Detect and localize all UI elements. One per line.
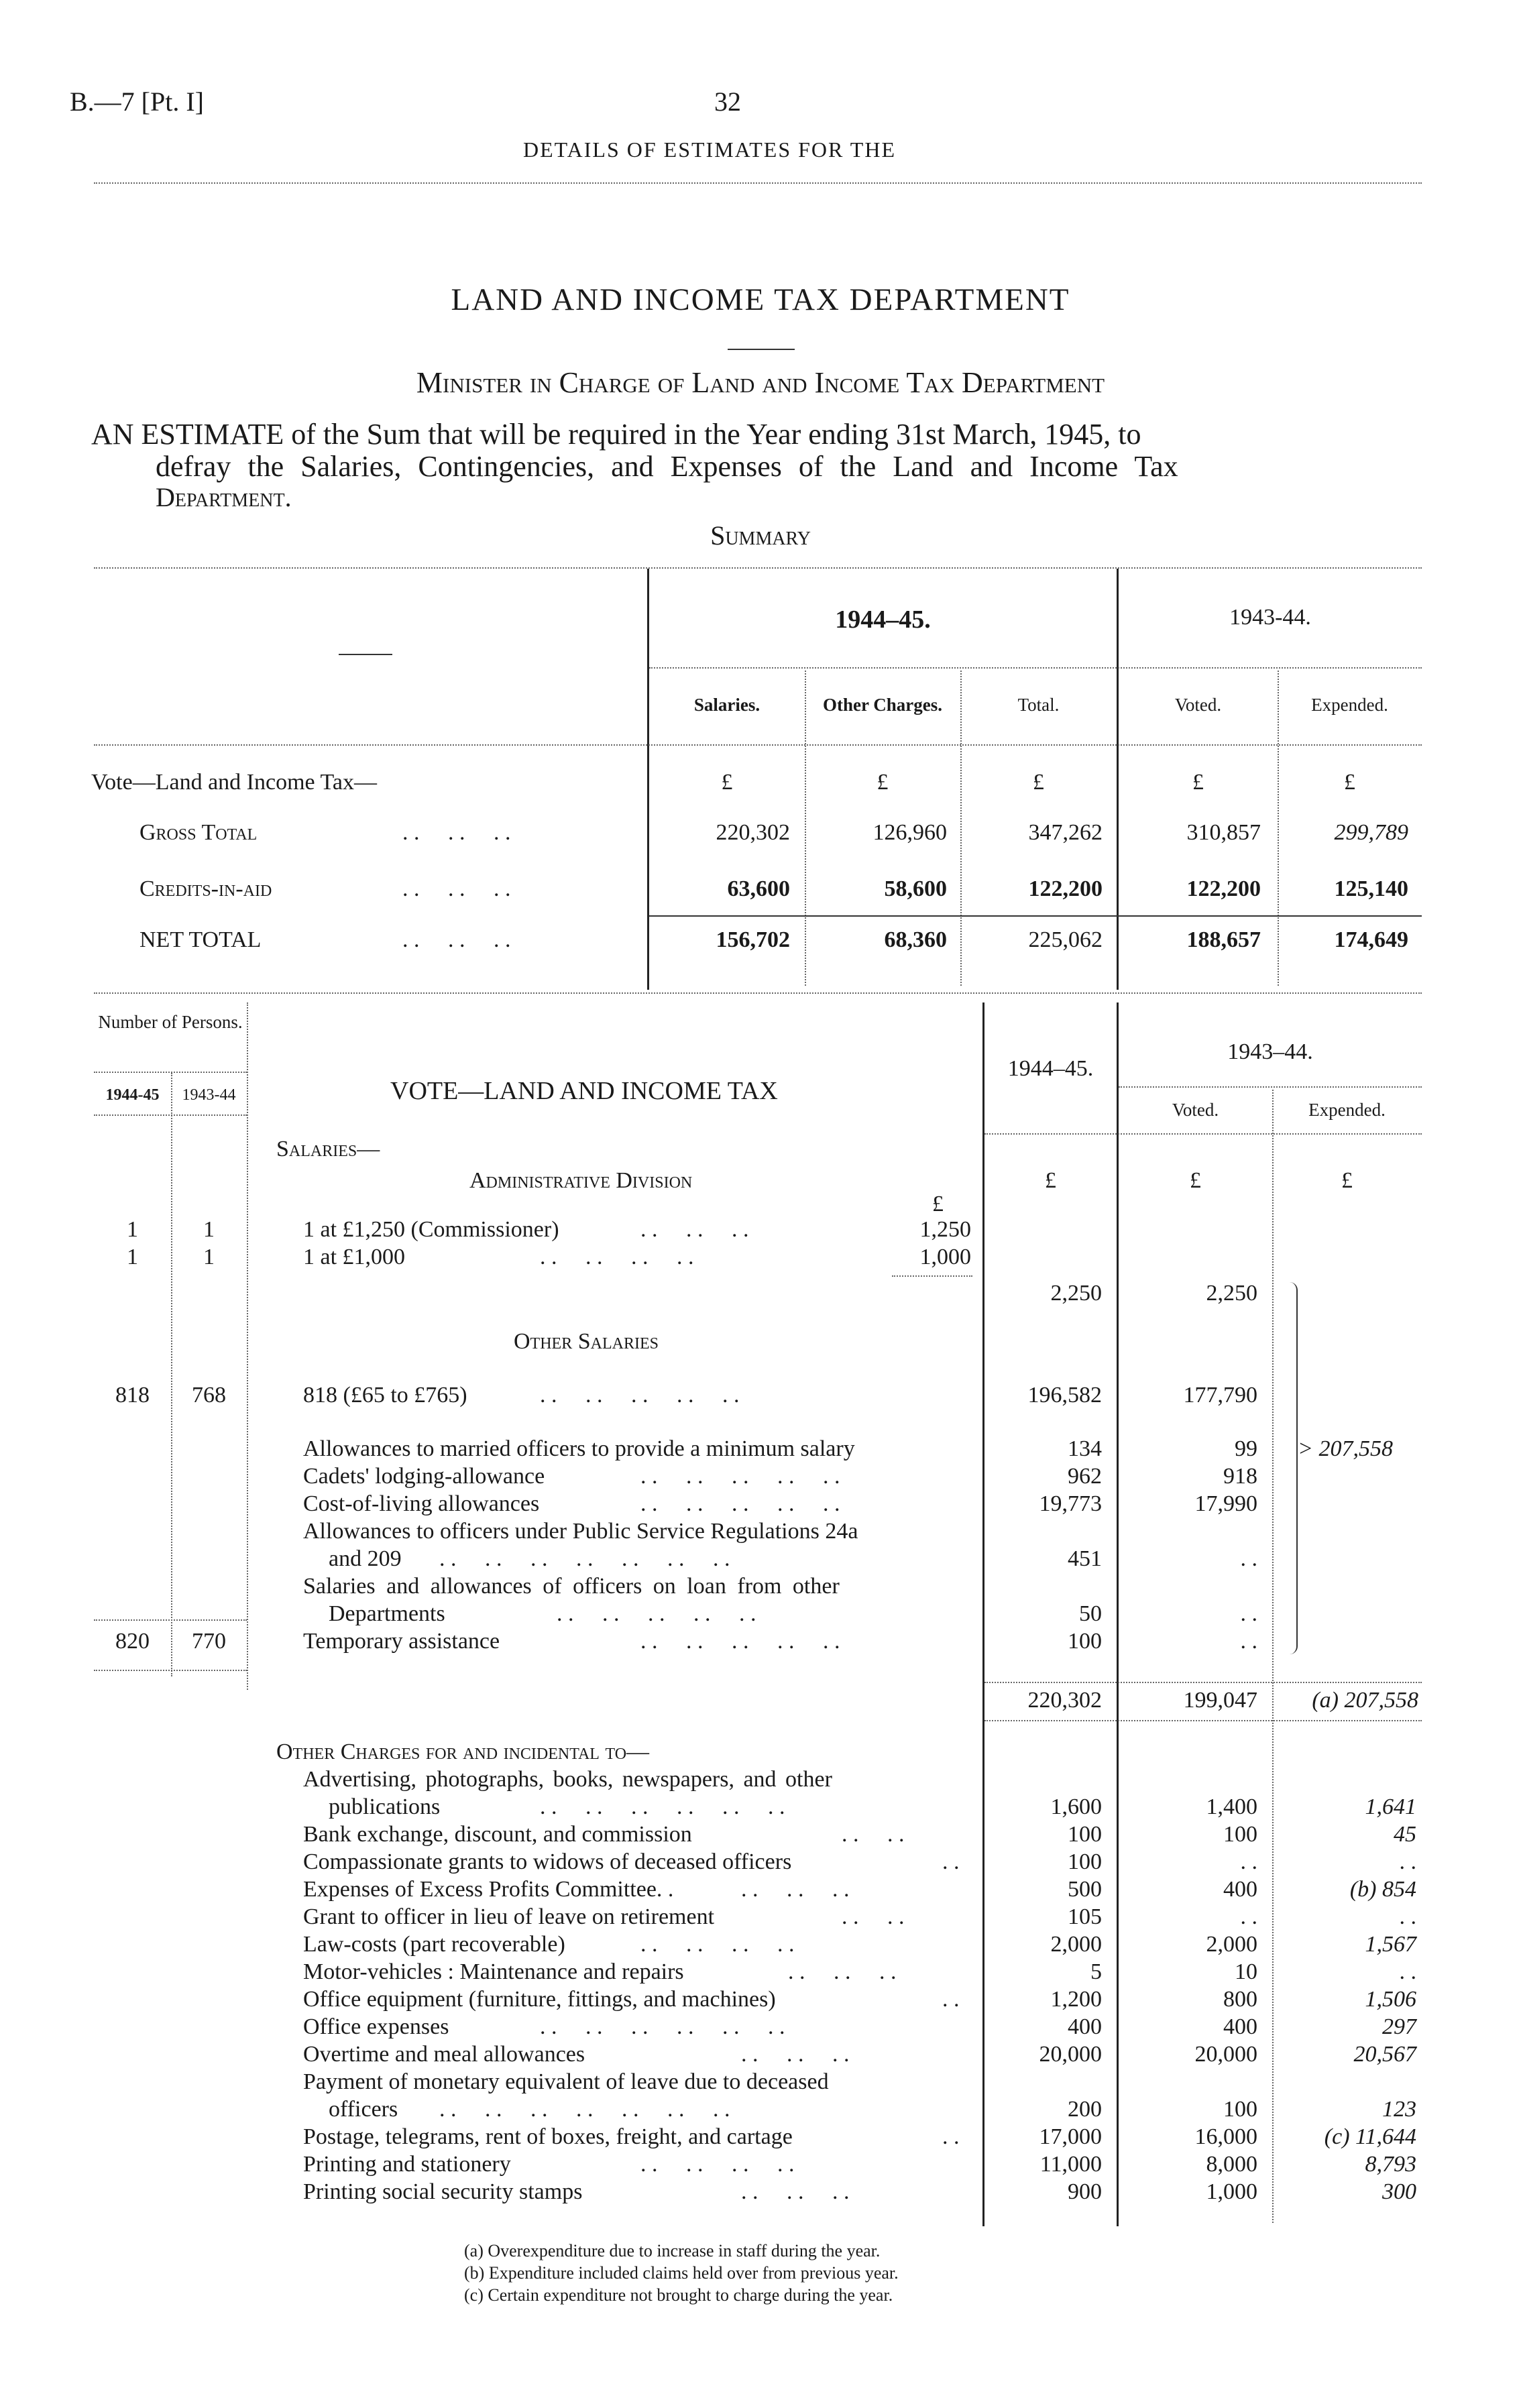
line-expended: . . <box>1399 1904 1416 1929</box>
line-dots: . . <box>942 2124 960 2149</box>
person-count: 768 <box>192 1383 226 1408</box>
line-dots: . . . . . . . . . . . . . . <box>439 1546 730 1571</box>
line-label: Grant to officer in lieu of leave on retirement <box>303 1904 715 1929</box>
line-dots: . . . . . . . . . . <box>540 1383 740 1408</box>
summary-col-voted: Voted. <box>1174 695 1222 715</box>
summary-cell: 220,302 <box>716 820 790 845</box>
summary-net-rule <box>649 915 1422 917</box>
vote-title: VOTE—LAND AND INCOME TAX <box>390 1077 778 1105</box>
line-label: Allowances to officers under Public Service Regulations 24a <box>303 1519 858 1544</box>
line-dots: . . . . . . . . . . <box>640 1629 840 1654</box>
summary-cell: 58,600 <box>884 876 947 901</box>
line-current: 1,600 <box>1050 1794 1102 1819</box>
line-dots: . . . . . . . . <box>540 1245 694 1269</box>
summary-col-total: Total. <box>1017 695 1060 715</box>
line-label: Bank exchange, discount, and commission <box>303 1822 692 1847</box>
line-dots: . . . . . . . . . . . . <box>540 2014 785 2039</box>
estimate-line-2: defray the Salaries, Contingencies, and Expenses of the Land and Income Tax <box>156 450 1178 483</box>
line-label: Expenses of Excess Profits Committee. . <box>303 1877 674 1902</box>
line-dots: . . . . . . . . . . <box>640 1464 840 1489</box>
line-voted: 400 <box>1223 1877 1257 1902</box>
summary-cell: 156,702 <box>716 927 790 952</box>
line-voted: 20,000 <box>1194 2042 1257 2067</box>
person-count: 1 <box>127 1245 138 1269</box>
estimate-lead: AN ESTIMATE <box>91 418 284 451</box>
summary-bottom-rule <box>94 992 1422 994</box>
persons-bottom-rule <box>94 1670 247 1671</box>
line-expended: 1,506 <box>1365 1987 1416 2012</box>
salaries-total-voted: 199,047 <box>1183 1688 1257 1713</box>
header-rule <box>94 182 1422 184</box>
person-count: 818 <box>115 1383 150 1408</box>
vote-year-rule <box>1119 1086 1422 1088</box>
summary-cell: 174,649 <box>1334 927 1408 952</box>
summary-col-salaries: Salaries. <box>693 695 760 715</box>
pound-voted: £ <box>1190 1168 1201 1193</box>
summary-year-prior: 1943-44. <box>1229 605 1311 630</box>
admin-total-voted: 2,250 <box>1206 1281 1257 1306</box>
line-voted: 177,790 <box>1183 1383 1257 1408</box>
pound-current: £ <box>1045 1168 1056 1193</box>
line-dots: . . . . . . <box>741 2042 850 2067</box>
summary-year-current: 1944–45. <box>835 606 931 634</box>
line-dots: . . . . . . <box>788 1959 897 1984</box>
persons-header <box>94 1013 247 1031</box>
vote-col-voted: Voted. <box>1172 1100 1219 1120</box>
bracket-expended-value: > 207,558 <box>1298 1436 1393 1461</box>
line-voted: 17,990 <box>1194 1491 1257 1516</box>
line-voted: 100 <box>1223 2097 1257 2122</box>
salaries-total-bottom-rule <box>984 1720 1422 1721</box>
line-label: Law-costs (part recoverable) <box>303 1932 565 1957</box>
summary-currency-expended: £ <box>1344 770 1355 795</box>
line-expended: 20,567 <box>1353 2042 1416 2067</box>
footnote-c: (c) Certain expenditure not brought to charge during the year. <box>464 2285 893 2305</box>
person-count: 1 <box>203 1245 215 1269</box>
line-voted: 100 <box>1223 1822 1257 1847</box>
line-voted: 800 <box>1223 1987 1257 2012</box>
summary-currency-salaries: £ <box>721 770 733 795</box>
line-dots: . . . . . . . . . . <box>640 1491 840 1516</box>
summary-year-rule <box>649 667 1422 669</box>
line-expended: . . <box>1399 1849 1416 1874</box>
salaries-total-rule <box>984 1682 1422 1683</box>
page-number: 32 <box>714 87 741 117</box>
line-label: Advertising, photographs, books, newspapers, and other <box>303 1767 832 1792</box>
line-dots: . . . . . . <box>741 1877 850 1902</box>
summary-cell: 126,960 <box>872 820 947 845</box>
summary-cell: 299,789 <box>1334 820 1408 845</box>
line-label: Office equipment (furniture, fittings, and machines) <box>303 1987 776 2012</box>
vote-col-expended: Expended. <box>1308 1100 1386 1120</box>
bracket-expended-amount: 207,558 <box>1318 1436 1393 1461</box>
line-expended: 1,567 <box>1365 1932 1416 1957</box>
summary-top-rule <box>94 567 1422 569</box>
line-voted: . . <box>1240 1904 1257 1929</box>
pound-expended: £ <box>1341 1168 1353 1193</box>
summary-row-label: Credits-in-aid <box>139 876 272 901</box>
line-voted: 918 <box>1223 1464 1257 1489</box>
line-current: 17,000 <box>1039 2124 1102 2149</box>
line-label: Cadets' lodging-allowance <box>303 1464 545 1489</box>
line-expended: 1,641 <box>1365 1794 1416 1819</box>
line-current: 100 <box>1068 1849 1102 1874</box>
line-label: Office expenses <box>303 2014 449 2039</box>
line-current: 900 <box>1068 2179 1102 2204</box>
other-salaries-heading: Other Salaries <box>514 1329 659 1354</box>
persons-col-rule <box>94 1114 247 1116</box>
title-rule <box>728 349 795 350</box>
line-dots: . . . . <box>842 1822 905 1847</box>
salaries-total-current: 220,302 <box>1027 1688 1102 1713</box>
line-label: Cost-of-living allowances <box>303 1491 540 1516</box>
admin-total-current: 2,250 <box>1050 1281 1102 1306</box>
line-expended: 8,793 <box>1365 2152 1416 2177</box>
line-voted: 400 <box>1223 2014 1257 2039</box>
page-ref: B.—7 [Pt. I] <box>70 87 204 117</box>
line-current: 2,000 <box>1050 1932 1102 1957</box>
line-label: Postage, telegrams, rent of boxes, freight, and cartage <box>303 2124 793 2149</box>
line-current: 134 <box>1068 1436 1102 1461</box>
line-current: 20,000 <box>1039 2042 1102 2067</box>
summary-row-dots: . . . . . . <box>402 927 511 952</box>
salaries-heading: Salaries— <box>276 1137 380 1161</box>
estimate-line-3: Department. <box>156 482 292 512</box>
line-dots: . . <box>942 1987 960 2012</box>
line-current: 196,582 <box>1027 1383 1102 1408</box>
summary-cell: 125,140 <box>1334 876 1408 901</box>
line-current: 451 <box>1068 1546 1102 1571</box>
summary-cell: 310,857 <box>1186 820 1261 845</box>
line-voted: . . <box>1240 1629 1257 1654</box>
vote-vline-persons-mid <box>171 1073 172 1676</box>
vote-year-prior: 1943–44. <box>1227 1039 1313 1064</box>
line-voted: 99 <box>1235 1436 1257 1461</box>
line-dots: . . . . . . <box>741 2179 850 2204</box>
line-label: Printing and stationery <box>303 2152 511 2177</box>
persons-col-prior: 1943-44 <box>182 1086 236 1104</box>
line-expended: 45 <box>1394 1822 1416 1847</box>
line-label-cont: Departments <box>329 1601 445 1626</box>
line-dots: . . <box>942 1849 960 1874</box>
footnote-a: (a) Overexpenditure due to increase in staff during the year. <box>464 2241 881 2260</box>
summary-currency-other: £ <box>877 770 889 795</box>
line-label: Allowances to married officers to provide a minimum salary <box>303 1436 855 1461</box>
line-voted: . . <box>1240 1849 1257 1874</box>
line-label: Overtime and meal allowances <box>303 2042 585 2067</box>
line-current: 962 <box>1068 1464 1102 1489</box>
line-current: 105 <box>1068 1904 1102 1929</box>
summary-cell: 188,657 <box>1186 927 1261 952</box>
summary-row-label: Gross Total <box>139 820 258 845</box>
expended-brace <box>1278 1282 1298 1654</box>
line-expended: 123 <box>1382 2097 1416 2122</box>
summary-cell: 122,200 <box>1028 876 1103 901</box>
line-expended: 297 <box>1382 2014 1416 2039</box>
line-label-cont: officers <box>329 2097 398 2122</box>
line-voted: . . <box>1240 1601 1257 1626</box>
pound-inner: £ <box>932 1192 944 1216</box>
admin-heading: Administrative Division <box>469 1168 693 1193</box>
line-dots: . . . . . . . . . . <box>557 1601 756 1626</box>
estimate-line-1-rest: of the Sum that will be required in the Year ending 31st March, 1945, to <box>291 418 1141 451</box>
vote-vline-persons-right <box>247 1002 248 1690</box>
summary-row-dots: . . . . . . <box>402 820 511 845</box>
person-count: 1 <box>203 1217 215 1242</box>
salaries-total-expended: (a) 207,558 <box>1312 1688 1418 1713</box>
line-current: 1,200 <box>1050 1987 1102 2012</box>
persons-col-current: 1944-45 <box>105 1086 160 1104</box>
line-voted: 10 <box>1235 1959 1257 1984</box>
line-current: 19,773 <box>1039 1491 1102 1516</box>
line-current: 500 <box>1068 1877 1102 1902</box>
line-label-cont: publications <box>329 1794 441 1819</box>
line-dots: . . . . . . . . <box>640 1932 795 1957</box>
line-label: 818 (£65 to £765) <box>303 1383 467 1408</box>
admin-subtotal-rule <box>892 1275 972 1277</box>
summary-cell: 63,600 <box>727 876 790 901</box>
line-current: 100 <box>1068 1822 1102 1847</box>
line-current: 50 <box>1079 1601 1102 1626</box>
vote-year-current: 1944–45. <box>1007 1056 1094 1081</box>
summary-cell: 225,062 <box>1028 927 1103 952</box>
person-count-total: 820 <box>115 1629 150 1654</box>
summary-cell: 347,262 <box>1028 820 1103 845</box>
line-label: Salaries and allowances of officers on loan from other <box>303 1574 840 1599</box>
summary-currency-voted: £ <box>1192 770 1204 795</box>
line-dots: . . . . . . . . . . . . . . <box>439 2097 730 2122</box>
other-charges-heading: Other Charges for and incidental to— <box>276 1739 650 1764</box>
line-voted: 2,000 <box>1206 1932 1257 1957</box>
line-label: Payment of monetary equivalent of leave due to deceased <box>303 2069 829 2094</box>
line-current: 200 <box>1068 2097 1102 2122</box>
person-count-total: 770 <box>192 1629 226 1654</box>
line-label: Motor-vehicles : Maintenance and repairs <box>303 1959 684 1984</box>
summary-row-dots: . . . . . . <box>402 876 511 901</box>
line-label: 1 at £1,000 <box>303 1245 406 1269</box>
line-label: Printing social security stamps <box>303 2179 583 2204</box>
persons-header-text: Number of Persons. <box>98 1012 243 1032</box>
summary-title: Summary <box>710 520 811 551</box>
vote-head-rule <box>984 1133 1422 1135</box>
line-expended: (c) 11,644 <box>1324 2124 1416 2149</box>
running-title: DETAILS OF ESTIMATES FOR THE <box>523 137 896 162</box>
line-amount: 1,000 <box>919 1245 971 1269</box>
line-label: Compassionate grants to widows of deceased officers <box>303 1849 792 1874</box>
line-voted: 1,400 <box>1206 1794 1257 1819</box>
line-voted: . . <box>1240 1546 1257 1571</box>
line-dots: . . . . <box>842 1904 905 1929</box>
line-label-cont: and 209 <box>329 1546 402 1571</box>
summary-currency-total: £ <box>1033 770 1044 795</box>
line-expended: . . <box>1399 1959 1416 1984</box>
line-voted: 1,000 <box>1206 2179 1257 2204</box>
summary-dash <box>339 654 392 655</box>
summary-col-expended: Expended. <box>1311 695 1388 715</box>
summary-col-other-charges: Other Charges. <box>823 695 942 715</box>
line-label: 1 at £1,250 (Commissioner) <box>303 1217 559 1242</box>
line-expended: 300 <box>1382 2179 1416 2204</box>
line-current: 5 <box>1090 1959 1102 1984</box>
summary-head-rule <box>94 744 1422 746</box>
persons-head-rule <box>94 1072 247 1073</box>
person-count: 1 <box>127 1217 138 1242</box>
line-dots: . . . . . . . . . . . . <box>540 1794 785 1819</box>
line-label: Temporary assistance <box>303 1629 500 1654</box>
estimate-line-1 <box>91 417 1141 451</box>
summary-cell: 68,360 <box>884 927 947 952</box>
summary-row-label: NET TOTAL <box>139 927 262 952</box>
line-current: 11,000 <box>1039 2152 1102 2177</box>
summary-vote-label: Vote—Land and Income Tax— <box>91 770 377 795</box>
line-expended: (b) 854 <box>1349 1877 1416 1902</box>
line-current: 100 <box>1068 1629 1102 1654</box>
persons-total-rule <box>94 1619 247 1621</box>
footnote-b: (b) Expenditure included claims held over from previous year. <box>464 2263 899 2283</box>
minister-line: Minister in Charge of Land and Income Tax Department <box>416 366 1105 399</box>
summary-cell: 122,200 <box>1186 876 1261 901</box>
line-dots: . . . . . . . . <box>640 2152 795 2177</box>
line-current: 400 <box>1068 2014 1102 2039</box>
line-amount: 1,250 <box>919 1217 971 1242</box>
line-dots: . . . . . . <box>640 1217 749 1242</box>
line-voted: 16,000 <box>1194 2124 1257 2149</box>
department-title: LAND AND INCOME TAX DEPARTMENT <box>451 282 1070 317</box>
line-voted: 8,000 <box>1206 2152 1257 2177</box>
